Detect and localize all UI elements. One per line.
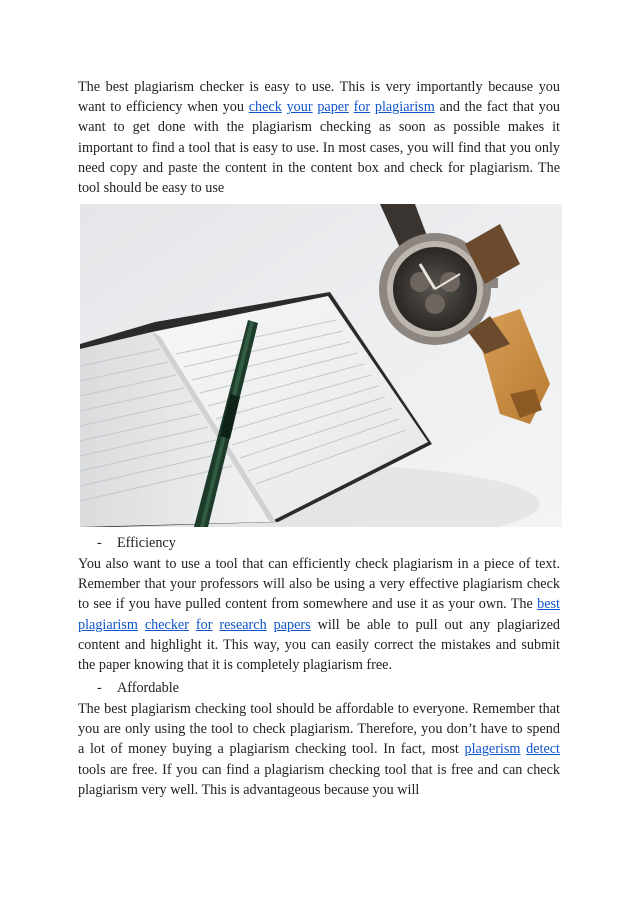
paragraph-intro-text-1: The best plagiarism checker is easy to use. This is very importantly because you want to efficiency when you [78,79,560,116]
paragraph-affordable [78,699,560,800]
link-your[interactable]: your [286,99,313,116]
bullet-efficiency-label: Efficiency [117,535,176,551]
link-detect[interactable]: detect [526,741,560,758]
notebook-watch-photo [80,204,562,527]
link-for-2[interactable]: for [195,616,213,633]
paragraph-affordable-text-2: tools are free. If you can find a plagiarism checking tool that is free and can check plagiarism very well. This is advantageous because you will [78,761,560,798]
link-research[interactable]: research [219,616,267,633]
bullet-dash: - [97,535,102,551]
link-checker[interactable]: checker [144,616,189,633]
paragraph-intro-text-2: and the fact that you want to get done with the plagiarism checking as soon as possible makes it important to find a tool that is easy to use. In most cases, you will find that you only need copy and paste the content in the content box and check for plagiarism. The tool should be easy to use [78,99,561,197]
link-check[interactable]: check [248,99,282,116]
paragraph-efficiency [78,554,560,675]
notebook-watch-illustration [80,204,562,527]
link-plagiarism-2[interactable]: plagiarism [78,616,138,633]
paragraph-efficiency-text-2: will be able to pull out any plagiarized content and highlight it. This way, you can easily correct the mistakes and submit the paper knowing that it is completely plagiarism free. [78,616,561,674]
link-for[interactable]: for [353,99,371,116]
link-plagerism[interactable]: plagerism [464,741,521,758]
bullet-efficiency [97,533,176,553]
link-papers[interactable]: papers [273,616,311,633]
link-paper[interactable]: paper [317,99,349,116]
bullet-affordable-label: Affordable [117,680,179,696]
bullet-dash: - [97,680,102,696]
paragraph-affordable-text-1: The best plagiarism checking tool should be affordable to everyone. Remember that you are only using the tool to check plagiarism. Therefore, you don’t have to spend a lot of money buying a plagiarism checking tool. In fact, most [78,701,560,758]
link-best[interactable]: best [537,596,560,613]
bullet-affordable [97,678,179,698]
link-plagiarism[interactable]: plagiarism [374,99,435,116]
paragraph-efficiency-text-1: You also want to use a tool that can efficiently check plagiarism in a piece of text. Remember that your professors will also be using a very effective plagiarism check to see if you have pulled content from somewhere and use it as your own. The [78,556,560,613]
paragraph-intro [78,77,560,198]
